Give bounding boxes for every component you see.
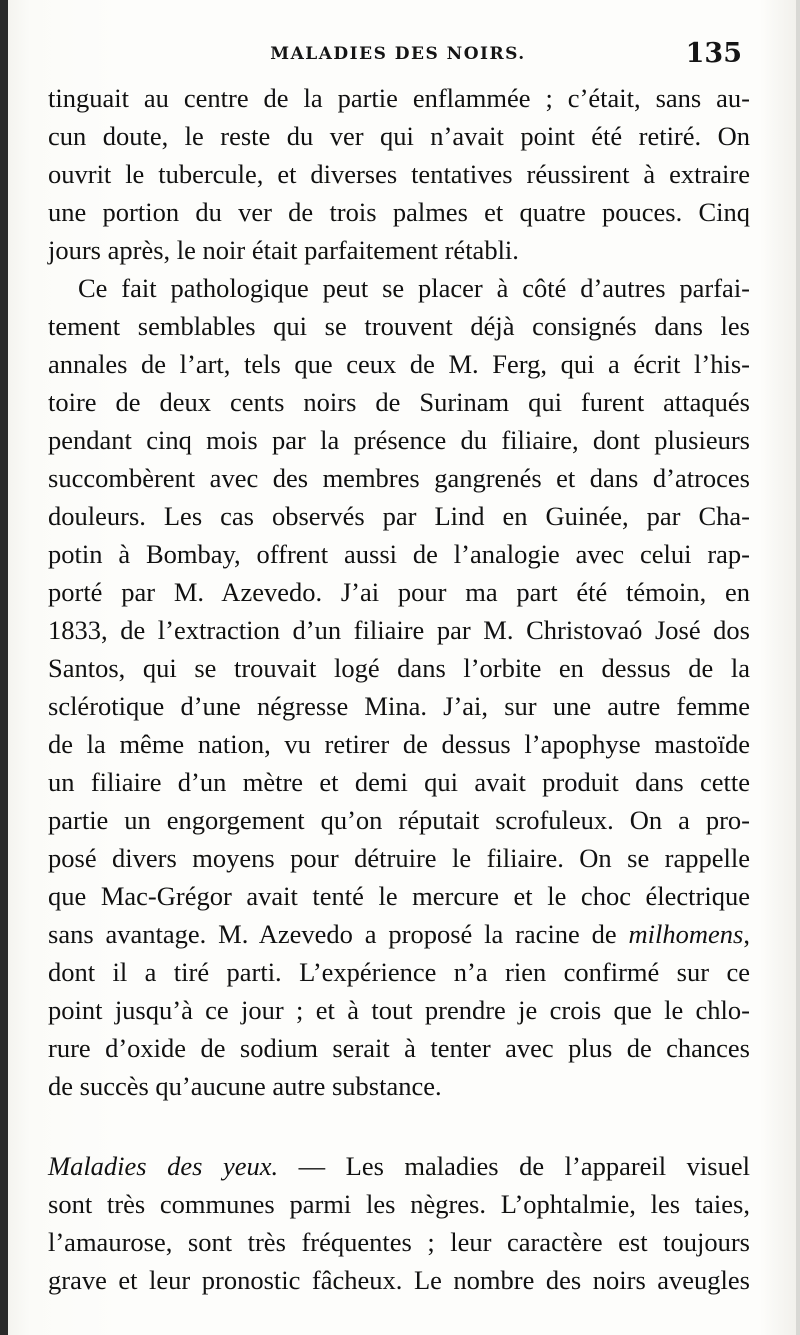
text-line: l’amaurose, sont très fréquentes ; leur caractère est toujours — [48, 1227, 750, 1257]
text-line-with-heading — [48, 1147, 750, 1185]
text-line: sclérotique d’une négresse Mina. J’ai, sur une autre femme — [48, 691, 750, 721]
section-gap — [48, 1105, 750, 1147]
text-line: pendant cinq mois par la présence du filiaire, dont plusieurs — [48, 425, 750, 455]
text-line: jours après, le noir était parfaitement rétabli. — [48, 235, 519, 265]
text-line: porté par M. Azevedo. J’ai pour ma part été témoin, en — [48, 577, 750, 607]
text-line: de succès qu’aucune autre substance. — [48, 1071, 442, 1101]
text-line: point jusqu’à ce jour ; et à tout prendre je crois que le chlo- — [48, 995, 750, 1025]
text-line: potin à Bombay, offrent aussi de l’analogie avec celui rap- — [48, 539, 750, 569]
text-line: Ce fait pathologique peut se placer à côté d’autres parfai- — [78, 273, 750, 303]
text-line: cun doute, le reste du ver qui n’avait point été retiré. On — [48, 121, 750, 151]
text-line: succombèrent avec des membres gangrenés et dans d’atroces — [48, 463, 750, 493]
text-line: partie un engorgement qu’on réputait scrofuleux. On a pro- — [48, 805, 750, 835]
text-line: douleurs. Les cas observés par Lind en Guinée, par Cha- — [48, 501, 750, 531]
text-line: posé divers moyens pour détruire le filiaire. On se rappelle — [48, 843, 750, 873]
page-gutter-shadow — [0, 0, 8, 1335]
page-header — [48, 38, 748, 78]
text-line: rure d’oxide de sodium serait à tenter avec plus de chances — [48, 1033, 750, 1063]
text-line-with-italic — [48, 915, 750, 953]
text-line: une portion du ver de trois palmes et quatre pouces. Cinq — [48, 197, 750, 227]
running-title: MALADIES DES NOIRS. — [270, 44, 526, 64]
text-line: dont il a tiré parti. L’expérience n’a rien confirmé sur ce — [48, 957, 750, 987]
text-line: un filiaire d’un mètre et demi qui avait produit dans cette — [48, 767, 750, 797]
text-line: ouvrit le tubercule, et diverses tentatives réussirent à extraire — [48, 159, 750, 189]
paragraph-3 — [48, 1147, 750, 1299]
page-edge — [796, 0, 800, 1335]
page-number: 135 — [685, 38, 742, 69]
text-line: grave et leur pronostic fâcheux. Le nombre des noirs aveugles — [48, 1265, 750, 1295]
text-line: annales de l’art, tels que ceux de M. Ferg, qui a écrit l’his- — [48, 349, 750, 379]
text-line: que Mac-Grégor avait tenté le mercure et le choc électrique — [48, 881, 750, 911]
body-text — [48, 79, 750, 1299]
section-heading: Maladies des yeux. — [48, 1151, 279, 1181]
text-line: tement semblables qui se trouvent déjà consignés dans les — [48, 311, 750, 341]
text-line: de la même nation, vu retirer de dessus l’apophyse mastoïde — [48, 729, 750, 759]
text-line: toire de deux cents noirs de Surinam qui furent attaqués — [48, 387, 750, 417]
paragraph-2 — [48, 269, 750, 1105]
italic-term: milhomens — [628, 919, 744, 949]
text-segment: — Les maladies de l’appareil visuel — [278, 1151, 750, 1181]
text-line: 1833, de l’extraction d’un filiaire par M. Christovaó José dos — [48, 615, 750, 645]
text-segment: sans avantage. M. Azevedo a proposé la racine de — [48, 919, 629, 949]
text-line: tinguait au centre de la partie enflammée ; c’était, sans au- — [48, 83, 750, 113]
text-line: Santos, qui se trouvait logé dans l’orbite en dessus de la — [48, 653, 750, 683]
text-segment: , — [743, 919, 750, 949]
paragraph-1 — [48, 79, 750, 269]
text-line: sont très communes parmi les nègres. L’ophtalmie, les taies, — [48, 1189, 750, 1219]
